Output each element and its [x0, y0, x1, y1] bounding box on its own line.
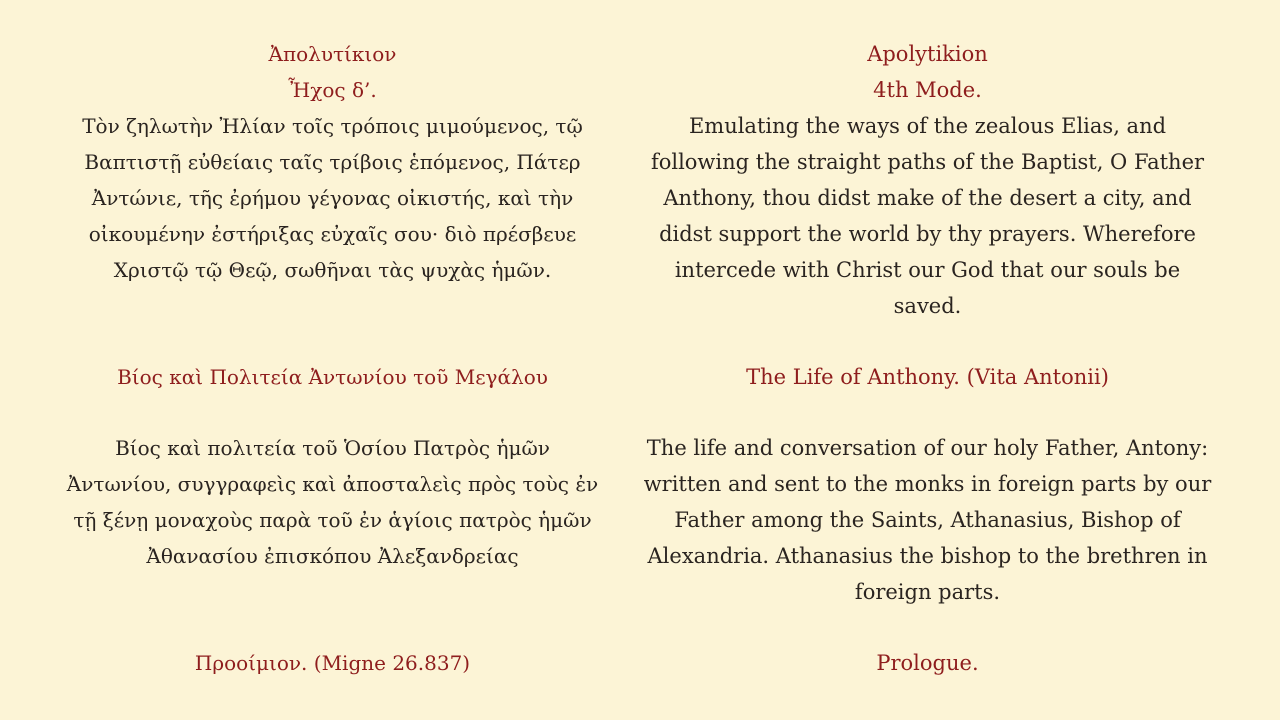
english-apolytikion-line: Emulating the ways of the zealous Elias, and: [688, 114, 1167, 138]
greek-life-text: [40, 430, 625, 574]
greek-apolytikion-line: Χριστῷ τῷ Θεῷ, σωθῆναι τὰς ψυχὰς ἡμῶν.: [113, 258, 552, 282]
greek-apolytikion-line: Ἀντώνιε, τῆς ἐρήμου γέγονας οἰκιστής, καὶ τὴν: [91, 186, 574, 210]
english-life-text: [640, 430, 1215, 610]
greek-apolytikion-text: [40, 108, 625, 288]
english-apolytikion-header: [640, 36, 1215, 108]
english-apolytikion-line: saved.: [893, 294, 962, 318]
english-life-line: Alexandria. Athanasius the bishop to the brethren in: [647, 544, 1208, 568]
greek-life-line: Ἀντωνίου, συγγραφεὶς καὶ ἀποσταλεὶς πρὸς τοὺς ἐν: [66, 472, 599, 496]
english-life-title-text: The Life of Anthony. (Vita Antonii): [746, 365, 1109, 389]
greek-life-line: τῇ ξένῃ μοναχοὺς παρὰ τοῦ ἐν ἁγίοις πατρὸς ἡμῶν: [73, 508, 592, 532]
greek-prologue-title-text: Προοίμιον. (Migne 26.837): [194, 651, 471, 675]
english-apolytikion-line: Anthony, thou didst make of the desert a city, and: [663, 186, 1192, 210]
greek-apolytikion-header: [40, 36, 625, 108]
english-life-line: Father among the Saints, Athanasius, Bishop of: [674, 508, 1181, 532]
greek-life-title: [40, 359, 625, 395]
english-prologue-title-text: Prologue.: [876, 651, 979, 675]
greek-mode: Ἦχος δ’.: [288, 78, 377, 102]
english-life-line: written and sent to the monks in foreign parts by our: [643, 472, 1212, 496]
english-apolytikion-title: Apolytikion: [867, 42, 988, 66]
english-mode: 4th Mode.: [873, 78, 982, 102]
greek-apolytikion-title: Ἀπολυτίκιον: [268, 42, 397, 66]
greek-life-line: Βίος καὶ πολιτεία τοῦ Ὁσίου Πατρὸς ἡμῶν: [115, 436, 550, 460]
english-life-line: The life and conversation of our holy Father, Antony:: [646, 436, 1209, 460]
english-apolytikion-line: didst support the world by thy prayers. Wherefore: [659, 222, 1196, 246]
greek-life-line: Ἀθανασίου ἐπισκόπου Ἀλεξανδρείας: [146, 544, 519, 568]
greek-life-title-text: Βίος καὶ Πολιτεία Ἀντωνίου τοῦ Μεγάλου: [117, 365, 548, 389]
greek-apolytikion-line: Τὸν ζηλωτὴν Ἠλίαν τοῖς τρόποις μιμούμενος, τῷ: [82, 114, 583, 138]
english-apolytikion-line: intercede with Christ our God that our souls be: [674, 258, 1181, 282]
english-prologue-title: [640, 645, 1215, 681]
english-apolytikion-text: [640, 108, 1215, 324]
greek-apolytikion-line: Βαπτιστῇ εὐθείαις ταῖς τρίβοις ἑπόμενος, Πάτερ: [84, 150, 581, 174]
english-life-title: [640, 359, 1215, 395]
greek-prologue-title: [40, 645, 625, 681]
greek-apolytikion-line: οἰκουμένην ἐστήριξας εὐχαῖς σου· διὸ πρέσβευε: [88, 222, 577, 246]
english-life-line: foreign parts.: [854, 580, 1001, 604]
english-apolytikion-line: following the straight paths of the Baptist, O Father: [650, 150, 1205, 174]
